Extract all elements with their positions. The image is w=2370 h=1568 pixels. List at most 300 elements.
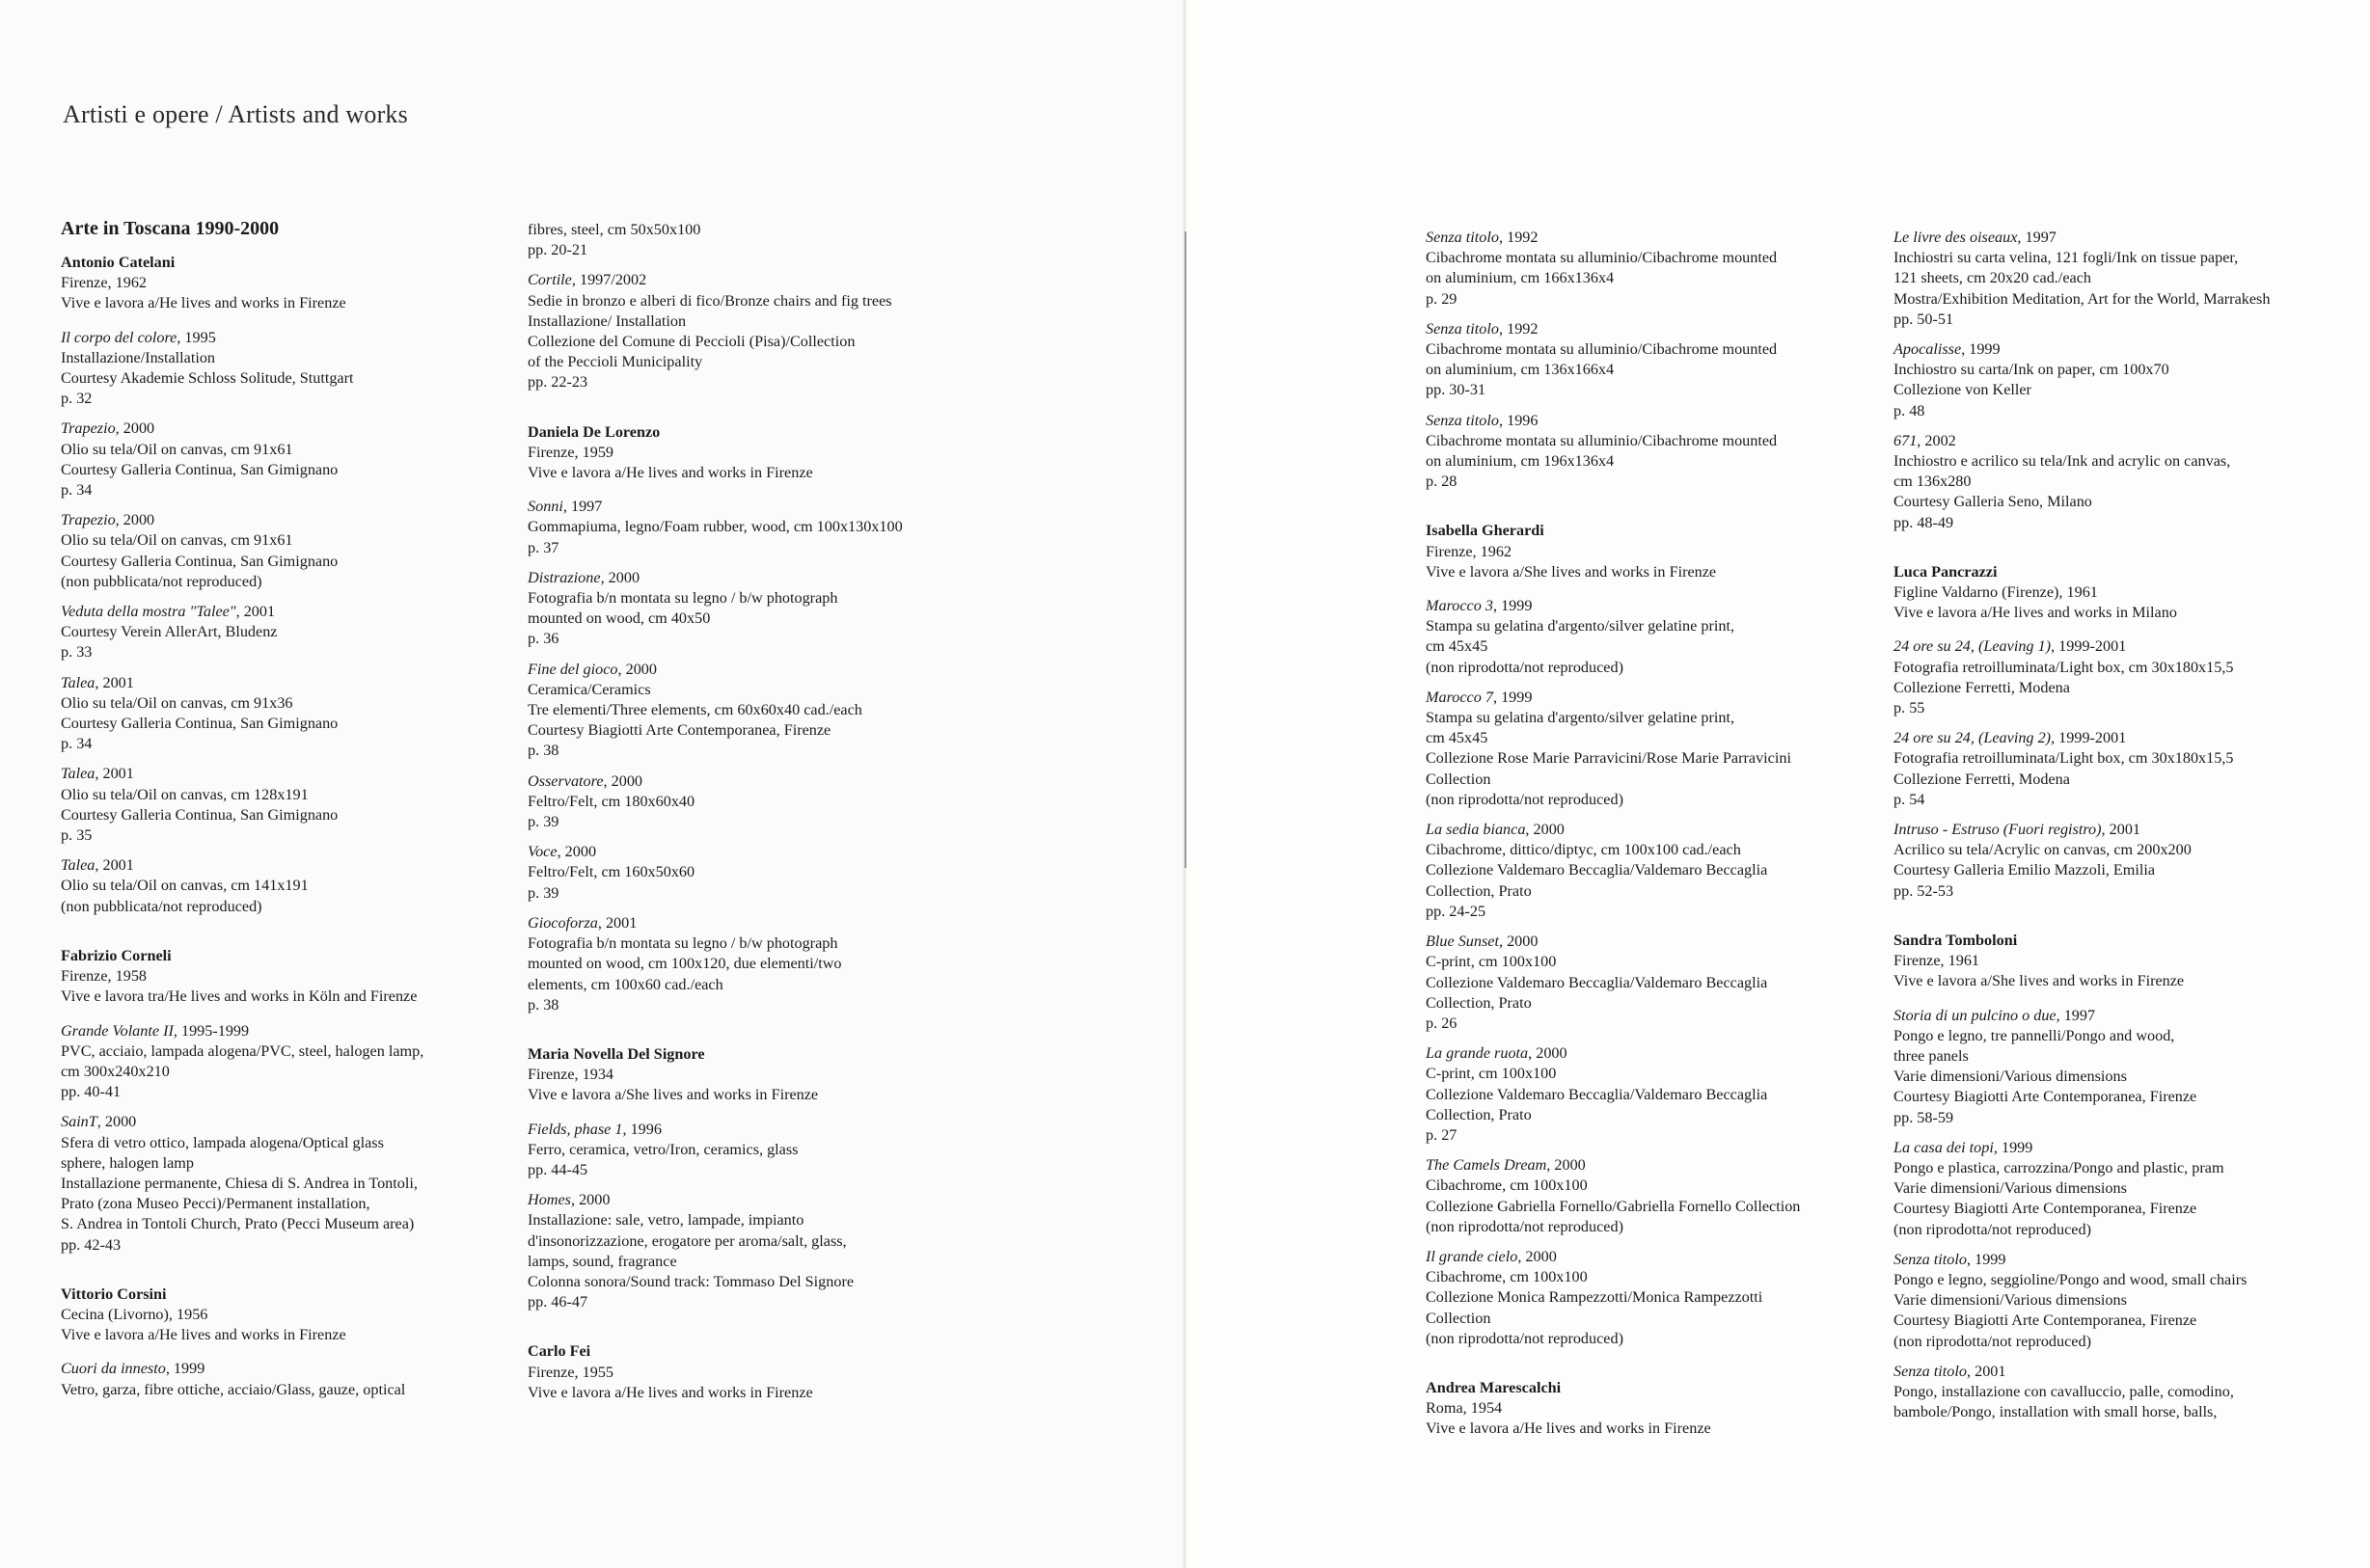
work-year: , 2001 (95, 673, 134, 691)
work-detail-line: pp. 48-49 (1893, 513, 1954, 531)
work-detail-line: p. 38 (528, 995, 559, 1014)
work-title: Apocalisse (1893, 340, 1962, 359)
artist-bio-line: Vive e lavora a/She lives and works in Firenze (1893, 972, 2185, 990)
work-detail-line: Acrilico su tela/Acrylic on canvas, cm 200x200 (1893, 841, 2192, 859)
work-detail-line: sphere, halogen lamp (61, 1153, 194, 1172)
artist-bio-line: Vive e lavora a/He lives and works in Firenze (1426, 1419, 1711, 1438)
work-detail-line: p. 54 (1893, 790, 1925, 808)
work-title-line (1426, 820, 1879, 840)
artist-bio-line: Cecina (Livorno), 1956 (61, 1305, 208, 1323)
work-detail-line: Tre elementi/Three elements, cm 60x60x40 cad./each (528, 701, 862, 719)
work-detail-line: Courtesy Galleria Continua, San Gimignano (61, 552, 339, 570)
work-entry (61, 328, 514, 410)
artist-name: Vittorio Corsini (61, 1284, 167, 1303)
artist-bio-line: Firenze, 1959 (528, 443, 614, 461)
work-detail-line: Installazione permanente, Chiesa di S. Andrea in Tontoli, (61, 1174, 418, 1192)
work-title-line (61, 673, 514, 693)
artist-bio-line: Vive e lavora a/He lives and works in Firenze (528, 464, 813, 482)
artist-bio-line: Vive e lavora a/She lives and works in Firenze (528, 1086, 819, 1104)
work-entry (61, 1112, 514, 1255)
work-detail-line: Fotografia retroilluminata/Light box, cm 30x180x15,5 (1893, 749, 2234, 768)
artist-entry (1426, 1378, 1879, 1440)
work-year: , 1996 (622, 1120, 662, 1138)
work-title-line (528, 913, 981, 933)
column-3 (1426, 228, 1879, 1469)
work-detail-line: bambole/Pongo, installation with small horse, balls, (1893, 1403, 2218, 1421)
work-detail-line: Courtesy Galleria Seno, Milano (1893, 493, 2092, 511)
work-detail-line: pp. 24-25 (1426, 902, 1486, 920)
work-year: , 2002 (1917, 431, 1956, 449)
work-year: , 1997/2002 (571, 271, 647, 289)
work-detail-line: Courtesy Galleria Emilio Mazzoli, Emilia (1893, 861, 2156, 879)
artist-name: Maria Novella Del Signore (528, 1044, 705, 1063)
work-title: La casa dei topi (1893, 1138, 1994, 1156)
work-entry (528, 270, 981, 392)
work-entry (1893, 431, 2347, 533)
work-entry (1893, 636, 2347, 718)
work-detail-line: Collezione del Comune di Peccioli (Pisa)/Collection (528, 333, 856, 351)
work-detail-line: Cibachrome montata su alluminio/Cibachrome mounted (1426, 431, 1778, 449)
work-title-line (1893, 339, 2347, 360)
artist-bio-line: Firenze, 1961 (1893, 952, 1980, 970)
work-entry (1893, 820, 2347, 902)
work-detail-line: Pongo e legno, seggioline/Pongo and wood, small chairs (1893, 1270, 2247, 1288)
work-detail-line: Ferro, ceramica, vetro/Iron, ceramics, glass (528, 1140, 799, 1158)
work-title-line (61, 1112, 514, 1132)
artist-name: Isabella Gherardi (1426, 522, 1544, 540)
work-detail-line: Colonna sonora/Sound track: Tommaso Del Signore (528, 1272, 855, 1290)
work-year: , 2001 (2101, 821, 2141, 839)
work-title: Trapezio (61, 419, 116, 438)
work-entry (528, 220, 981, 260)
work-title: Trapezio (61, 511, 116, 529)
work-title: The Camels Dream (1426, 1156, 1547, 1175)
work-title-line (1893, 1138, 2347, 1158)
work-detail-line: 121 sheets, cm 20x20 cad./each (1893, 269, 2091, 287)
work-detail-line: Stampa su gelatina d'argento/silver gelatine print, (1426, 617, 1734, 635)
work-detail-line: lamps, sound, fragrance (528, 1252, 677, 1270)
work-entry (1893, 1006, 2347, 1128)
work-entry (61, 1021, 514, 1103)
work-detail-line: Olio su tela/Oil on canvas, cm 91x61 (61, 440, 293, 458)
work-detail-line: Cibachrome, dittico/diptyc, cm 100x100 cad./each (1426, 841, 1741, 859)
work-detail-line: Fotografia b/n montata su legno / b/w photograph (528, 589, 838, 608)
column-3-entries (1426, 228, 1879, 1440)
work-detail-line: pp. 44-45 (528, 1160, 588, 1178)
work-entry (1426, 319, 1879, 401)
work-detail-line: Varie dimensioni/Various dimensions (1893, 1179, 2127, 1198)
work-title-line (61, 1021, 514, 1041)
work-detail-line: Cibachrome montata su alluminio/Cibachrome mounted (1426, 340, 1778, 359)
work-detail-line: Collezione von Keller (1893, 381, 2031, 399)
work-detail-line: cm 45x45 (1426, 637, 1488, 656)
work-entry (1426, 228, 1879, 310)
work-year: , 2000 (600, 568, 640, 586)
work-detail-line: Pongo e plastica, carrozzina/Pongo and plastic, pram (1893, 1158, 2224, 1176)
work-year: , 2000 (1546, 1156, 1586, 1175)
work-detail-line: p. 37 (528, 538, 559, 556)
work-title: Senza titolo (1426, 229, 1499, 246)
work-detail-line: Pongo e legno, tre pannelli/Pongo and wood, (1893, 1026, 2175, 1044)
work-entry (528, 771, 981, 833)
work-detail-line: (non riprodotta/not reproduced) (1426, 790, 1623, 808)
work-title: Marocco 7 (1426, 688, 1493, 706)
artist-entry (1426, 228, 1879, 492)
artist-name: Sandra Tomboloni (1893, 931, 2018, 949)
work-entry (1893, 728, 2347, 810)
artist-bio-line: Vive e lavora a/He lives and works in Milano (1893, 604, 2177, 622)
work-title-line (1893, 431, 2347, 451)
work-year: , 2000 (570, 1191, 611, 1209)
work-detail-line: three panels (1893, 1046, 1969, 1065)
work-title-line (61, 1359, 514, 1379)
work-year: , 2000 (115, 419, 155, 438)
work-detail-line: Olio su tela/Oil on canvas, cm 141x191 (61, 877, 309, 895)
work-detail-line: pp. 52-53 (1893, 881, 1954, 900)
work-title: Talea (61, 673, 95, 691)
work-detail-line: Inchiostri su carta velina, 121 fogli/Ink on tissue paper, (1893, 249, 2239, 267)
work-title: La grande ruota (1426, 1044, 1529, 1063)
work-title-line (1893, 1250, 2347, 1270)
work-detail-line: Collezione Ferretti, Modena (1893, 770, 2070, 788)
work-detail-line: Courtesy Akademie Schloss Solitude, Stuttgart (61, 369, 354, 388)
work-title-line (1426, 1043, 1879, 1064)
artist-bio-line: Vive e lavora a/He lives and works in Firenze (61, 294, 346, 312)
work-entry (1893, 1138, 2347, 1240)
work-title: Storia di un pulcino o due (1893, 1006, 2057, 1024)
work-detail-line: Olio su tela/Oil on canvas, cm 91x61 (61, 531, 293, 550)
work-entry (528, 913, 981, 1015)
column-4-entries (1893, 228, 2347, 1422)
work-entry (528, 568, 981, 650)
work-title-line (1893, 228, 2347, 248)
work-title-line (1426, 228, 1879, 248)
work-detail-line: Courtesy Galleria Continua, San Gimignano (61, 805, 339, 824)
work-detail-line: pp. 20-21 (528, 241, 588, 259)
work-title: Il grande cielo (1426, 1247, 1518, 1265)
work-year: , 2000 (115, 511, 155, 529)
work-title: 24 ore su 24, (Leaving 2) (1893, 729, 2052, 747)
artist-entry (528, 1044, 981, 1312)
work-detail-line: Stampa su gelatina d'argento/silver gelatine print, (1426, 709, 1734, 727)
work-entry (61, 510, 514, 592)
work-detail-line: pp. 46-47 (528, 1293, 588, 1311)
work-year: , 1999 (1961, 340, 2001, 359)
work-year: , 2001 (1967, 1362, 2006, 1380)
work-detail-line: Cibachrome montata su alluminio/Cibachrome mounted (1426, 249, 1778, 267)
work-year: , 1997 (562, 498, 603, 516)
artist-bio-line: Roma, 1954 (1426, 1399, 1503, 1418)
work-detail-line: Cibachrome, cm 100x100 (1426, 1176, 1588, 1195)
work-entry (1426, 411, 1879, 493)
work-detail-line: Courtesy Galleria Continua, San Gimignano (61, 460, 339, 478)
work-detail-line: (non pubblicata/not reproduced) (61, 572, 262, 590)
work-detail-line: Collection, Prato (1426, 1105, 1532, 1123)
work-year: , 1999 (165, 1360, 205, 1378)
work-entry (528, 1190, 981, 1312)
work-detail-line: Pongo, installazione con cavalluccio, palle, comodino, (1893, 1382, 2234, 1400)
artist-entry (1893, 228, 2347, 533)
work-title: Cortile (528, 271, 572, 289)
work-title-line (1893, 728, 2347, 748)
work-detail-line: (non riprodotta/not reproduced) (1426, 1217, 1623, 1235)
work-detail-line: (non riprodotta/not reproduced) (1893, 1332, 2091, 1350)
work-detail-line: Collezione Rose Marie Parravicini/Rose Marie Parravicini (1426, 749, 1791, 768)
artist-name: Antonio Catelani (61, 254, 176, 271)
artist-entry (61, 253, 514, 917)
work-detail-line: (non riprodotta/not reproduced) (1426, 658, 1623, 676)
work-year: , 2000 (1525, 821, 1565, 839)
artist-bio-line: Vive e lavora tra/He lives and works in Köln and Firenze (61, 987, 418, 1006)
work-title: 671 (1893, 431, 1918, 449)
work-detail-line: Courtesy Biagiotti Arte Contemporanea, Firenze (1893, 1311, 2197, 1330)
work-detail-line: p. 34 (61, 481, 93, 500)
work-detail-line: pp. 50-51 (1893, 310, 1954, 328)
section-title: Arte in Toscana 1990-2000 (61, 218, 280, 239)
work-detail-line: on aluminium, cm 136x166x4 (1426, 361, 1615, 379)
work-detail-line: Mostra/Exhibition Meditation, Art for the World, Marrakesh (1893, 289, 2271, 308)
work-detail-line: Collection, Prato (1426, 993, 1532, 1012)
work-title-line (61, 419, 514, 439)
work-year: , 1992 (1499, 319, 1539, 338)
work-detail-line: Collezione Gabriella Fornello/Gabriella Fornello Collection (1426, 1197, 1801, 1215)
page-heading: Artisti e opere / Artists and works (63, 100, 408, 128)
work-title: Il corpo del colore (61, 328, 177, 346)
work-detail-line: mounted on wood, cm 40x50 (528, 609, 711, 628)
work-year: , 2001 (95, 856, 134, 875)
work-detail-line: (non riprodotta/not reproduced) (1426, 1329, 1623, 1347)
work-entry (528, 842, 981, 904)
artist-bio-line: Figline Valdarno (Firenze), 1961 (1893, 583, 2098, 602)
work-detail-line: Feltro/Felt, cm 160x50x60 (528, 863, 695, 881)
work-detail-line: on aluminium, cm 196x136x4 (1426, 452, 1615, 471)
work-detail-line: Fotografia b/n montata su legno / b/w photograph (528, 934, 838, 953)
work-detail-line: Vetro, garza, fibre ottiche, acciaio/Glass, gauze, optical (61, 1380, 406, 1398)
work-detail-line: Collection (1426, 770, 1491, 788)
work-title-line (528, 1190, 981, 1210)
artist-name: Daniela De Lorenzo (528, 422, 661, 441)
work-detail-line: Collezione Valdemaro Beccaglia/Valdemaro Beccaglia (1426, 973, 1768, 991)
work-detail-line: p. 39 (528, 883, 559, 902)
work-detail-line: of the Peccioli Municipality (528, 353, 703, 371)
work-detail-line: Prato (zona Museo Pecci)/Permanent installation, (61, 1195, 370, 1213)
work-detail-line: p. 33 (61, 643, 93, 662)
work-entry (1426, 1155, 1879, 1237)
work-title-line (1893, 1362, 2347, 1382)
work-detail-line: PVC, acciaio, lampada alogena/PVC, steel, halogen lamp, (61, 1041, 424, 1060)
work-entry (61, 602, 514, 663)
work-detail-line: p. 35 (61, 826, 93, 845)
work-title-line (528, 771, 981, 792)
work-year: , 2000 (557, 843, 597, 861)
work-detail-line: S. Andrea in Tontoli Church, Prato (Pecci Museum area) (61, 1215, 415, 1233)
work-entry (528, 1120, 981, 1181)
column-1-entries (61, 253, 514, 1400)
work-title-line (1893, 636, 2347, 657)
work-entry (1426, 1043, 1879, 1146)
artist-bio-line: Vive e lavora a/She lives and works in Firenze (1426, 562, 1717, 581)
artist-bio-line: Vive e lavora a/He lives and works in Firenze (528, 1383, 813, 1401)
work-year: , 1997 (2056, 1006, 2096, 1024)
work-year: , 1996 (1499, 411, 1539, 429)
column-2 (528, 220, 981, 1432)
work-detail-line: Courtesy Biagiotti Arte Contemporanea, Firenze (528, 721, 831, 740)
work-title-line (61, 602, 514, 622)
work-year: , 2001 (597, 913, 638, 932)
artist-entry (1893, 931, 2347, 1422)
work-entry (1426, 932, 1879, 1034)
work-title-line (1426, 688, 1879, 708)
work-entry (61, 855, 514, 917)
work-title-line (1426, 319, 1879, 339)
work-detail-line: Fotografia retroilluminata/Light box, cm 30x180x15,5 (1893, 658, 2234, 676)
work-detail-line: p. 48 (1893, 401, 1925, 419)
work-entry (528, 660, 981, 762)
work-detail-line: Courtesy Galleria Continua, San Gimignano (61, 715, 339, 733)
work-year: , 1992 (1499, 229, 1539, 246)
work-year: , 2000 (1528, 1044, 1567, 1063)
work-title: Senza titolo (1893, 1362, 1967, 1380)
work-title-line (528, 1120, 981, 1140)
work-title-line (61, 855, 514, 876)
work-entry (1893, 1250, 2347, 1352)
work-detail-line: cm 136x280 (1893, 473, 1972, 491)
work-year: , 1999-2001 (2051, 637, 2127, 656)
work-title: Osservatore (528, 771, 604, 790)
work-title: Blue Sunset (1426, 933, 1499, 951)
work-detail-line: cm 45x45 (1426, 729, 1488, 747)
artist-name: Carlo Fei (528, 1342, 591, 1361)
work-detail-line: on aluminium, cm 166x136x4 (1426, 269, 1615, 287)
work-detail-line: Inchiostro e acrilico su tela/Ink and acrylic on canvas, (1893, 452, 2231, 471)
work-title: SainT (61, 1113, 97, 1131)
artist-bio-line: Firenze, 1934 (528, 1066, 614, 1084)
work-entry (61, 673, 514, 755)
work-title: Veduta della mostra "Talee" (61, 603, 236, 621)
work-title: La sedia bianca (1426, 821, 1526, 839)
work-detail-line: p. 29 (1426, 289, 1457, 308)
work-title-line (1893, 820, 2347, 840)
work-detail-line: Installazione/Installation (61, 348, 216, 366)
work-detail-line: pp. 42-43 (61, 1235, 122, 1254)
work-year: , 1999-2001 (2051, 729, 2127, 747)
work-detail-line: C-print, cm 100x100 (1426, 1065, 1557, 1083)
work-detail-line: Feltro/Felt, cm 180x60x40 (528, 792, 695, 810)
work-title-line (1426, 411, 1879, 431)
work-year: , 1997 (2017, 229, 2057, 246)
work-title: Sonni (528, 498, 563, 516)
work-title: Voce (528, 843, 558, 861)
work-title: 24 ore su 24, (Leaving 1) (1893, 637, 2052, 656)
artist-name: Fabrizio Corneli (61, 946, 172, 964)
work-detail-line: Olio su tela/Oil on canvas, cm 91x36 (61, 693, 293, 712)
work-entry (61, 764, 514, 846)
work-entry (528, 497, 981, 558)
work-detail-line: (non pubblicata/not reproduced) (61, 897, 262, 915)
work-year: , 2000 (603, 771, 642, 790)
work-title: Giocoforza (528, 913, 598, 932)
work-detail-line: Collection (1426, 1309, 1491, 1327)
work-detail-line: pp. 22-23 (528, 373, 588, 392)
work-detail-line: C-print, cm 100x100 (1426, 953, 1557, 971)
artist-entry (528, 422, 981, 1015)
work-detail-line: Sedie in bronzo e alberi di fico/Bronze chairs and fig trees (528, 291, 892, 310)
gutter-shadow-line (1185, 231, 1186, 868)
work-title: Marocco 3 (1426, 597, 1493, 615)
work-entry (61, 419, 514, 500)
work-year: , 1995 (177, 328, 216, 346)
work-detail-line: p. 34 (61, 735, 93, 753)
work-detail-line: Installazione/ Installation (528, 311, 687, 330)
artist-entry (1426, 521, 1879, 1349)
work-entry (1893, 1362, 2347, 1423)
work-detail-line: Collezione Ferretti, Modena (1893, 678, 2070, 696)
work-title-line (1426, 1155, 1879, 1176)
work-entry (1426, 596, 1879, 678)
artist-entry (1893, 562, 2347, 902)
work-entry (1893, 228, 2347, 330)
artist-bio-line: Firenze, 1962 (61, 274, 148, 292)
work-detail-line: Varie dimensioni/Various dimensions (1893, 1291, 2127, 1310)
work-title-line (1426, 596, 1879, 616)
work-detail-line: Courtesy Biagiotti Arte Contemporanea, Firenze (1893, 1088, 2197, 1106)
column-4 (1893, 228, 2347, 1451)
work-detail-line: Varie dimensioni/Various dimensions (1893, 1068, 2127, 1086)
column-1 (61, 216, 514, 1429)
work-detail-line: Cibachrome, cm 100x100 (1426, 1268, 1588, 1286)
work-year: , 2001 (95, 765, 134, 783)
work-detail-line: pp. 30-31 (1426, 381, 1486, 399)
work-detail-line: p. 38 (528, 742, 559, 760)
work-title: Fine del gioco (528, 660, 618, 678)
work-detail-line: Sfera di vetro ottico, lampada alogena/Optical glass (61, 1133, 384, 1151)
work-title: Le livre des oiseaux (1893, 229, 2018, 246)
work-title-line (1426, 1247, 1879, 1267)
work-title: Homes (528, 1191, 571, 1209)
work-entry (1426, 1247, 1879, 1349)
work-year: , 2000 (96, 1113, 137, 1131)
work-title-line (528, 842, 981, 862)
work-detail-line: Courtesy Verein AllerArt, Bludenz (61, 623, 278, 641)
work-detail-line: Installazione: sale, vetro, lampade, impianto (528, 1211, 804, 1230)
work-title-line (528, 270, 981, 290)
artist-bio-line: Firenze, 1955 (528, 1363, 614, 1381)
work-detail-line: Ceramica/Ceramics (528, 680, 651, 698)
work-detail-line: Inchiostro su carta/Ink on paper, cm 100x70 (1893, 361, 2169, 379)
work-detail-line: p. 36 (528, 630, 559, 648)
work-detail-line: cm 300x240x210 (61, 1062, 170, 1080)
work-year: , 2000 (1517, 1247, 1557, 1265)
work-year: , 1999 (1967, 1250, 2006, 1268)
work-title: Senza titolo (1426, 319, 1499, 338)
artist-entry (528, 1341, 981, 1403)
work-year: , 1995-1999 (173, 1021, 250, 1040)
work-detail-line: p. 39 (528, 813, 559, 831)
work-title: Intruso - Estruso (Fuori registro) (1893, 821, 2102, 839)
work-detail-line: Collection, Prato (1426, 881, 1532, 900)
work-title-line (1893, 1006, 2347, 1026)
artist-entry (61, 1284, 514, 1400)
work-year: , 2000 (1498, 933, 1539, 951)
artist-bio-line: Vive e lavora a/He lives and works in Firenze (61, 1326, 346, 1344)
artist-entry (61, 946, 514, 1256)
work-detail-line: Collezione Monica Rampezzotti/Monica Rampezzotti (1426, 1288, 1763, 1307)
work-detail-line: Collezione Valdemaro Beccaglia/Valdemaro Beccaglia (1426, 861, 1768, 879)
work-title: Distrazione (528, 568, 601, 586)
work-detail-line: fibres, steel, cm 50x50x100 (528, 221, 701, 238)
work-detail-line: Gommapiuma, legno/Foam rubber, wood, cm 100x130x100 (528, 518, 903, 536)
work-entry (61, 1359, 514, 1399)
